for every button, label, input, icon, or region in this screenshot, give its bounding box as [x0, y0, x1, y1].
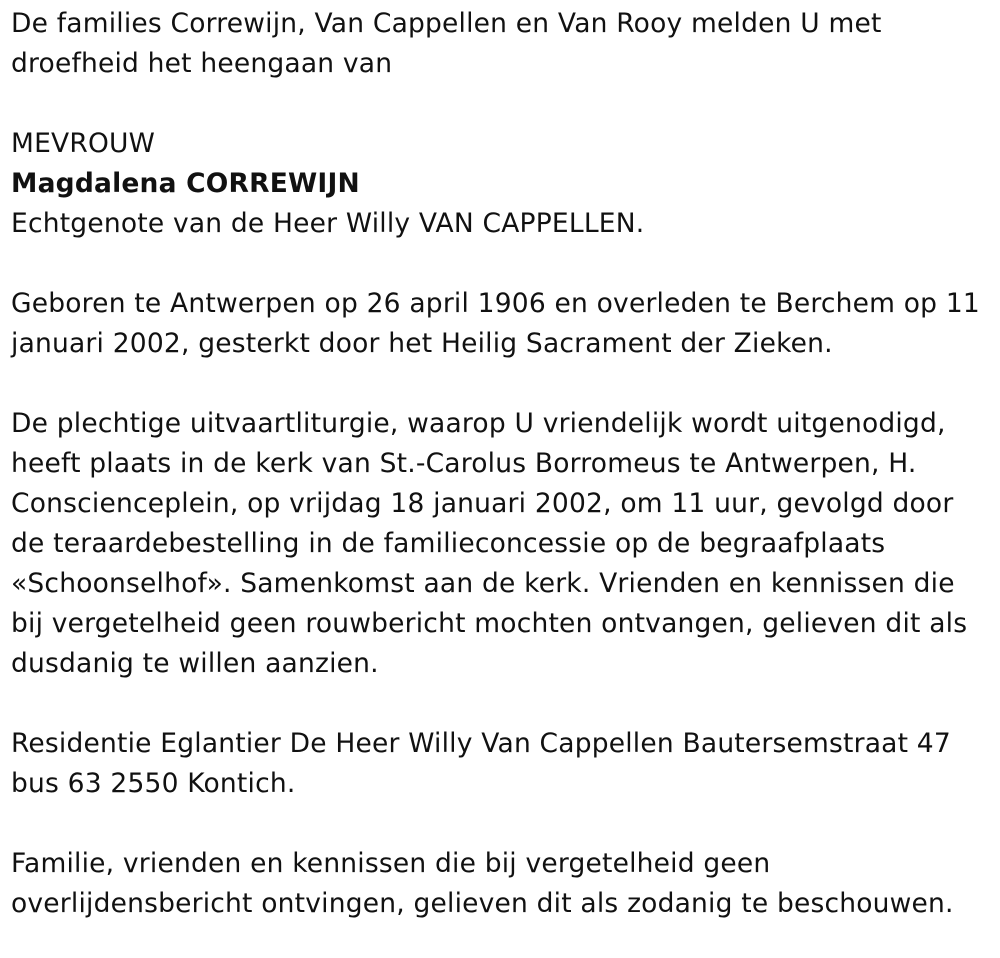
- honorific-title: MEVROUW: [11, 128, 156, 159]
- intro-paragraph: De families Correwijn, Van Cappellen en Van Rooy melden U met droefheid het heengaan van: [11, 8, 882, 79]
- closing-paragraph: Familie, vrienden en kennissen die bij vergetelheid geen overlijdensbericht ontvingen, gelieven dit als zodanig te beschouwen.: [11, 848, 954, 919]
- birth-death-paragraph: Geboren te Antwerpen op 26 april 1906 en overleden te Berchem op 11 januari 2002, gesterkt door het Heilig Sacrament der Zieken.: [11, 288, 980, 359]
- deceased-name: Magdalena CORREWIJN: [11, 168, 360, 199]
- funeral-paragraph: De plechtige uitvaartliturgie, waarop U vriendelijk wordt uitgenodigd, heeft plaats in de kerk van St.-Carolus Borromeus te Antwerpen, H. Conscienceplein, op vrijdag 18 januari 2002, om 11 uur, gevolgd door de teraardebestelling in de familieconcessie op de begraafplaats «Schoonselhof». Samenkomst aan de kerk. Vrienden en kennissen die bij vergetelheid geen rouwbericht mochten ontvangen, gelieven dit als dusdanig te willen aanzien.: [11, 408, 968, 679]
- residence-paragraph: Residentie Eglantier De Heer Willy Van Cappellen Bautersemstraat 47 bus 63 2550 Kontich.: [11, 728, 951, 799]
- spouse-line: Echtgenote van de Heer Willy VAN CAPPELLEN.: [11, 208, 645, 239]
- death-notice: [11, 4, 991, 924]
